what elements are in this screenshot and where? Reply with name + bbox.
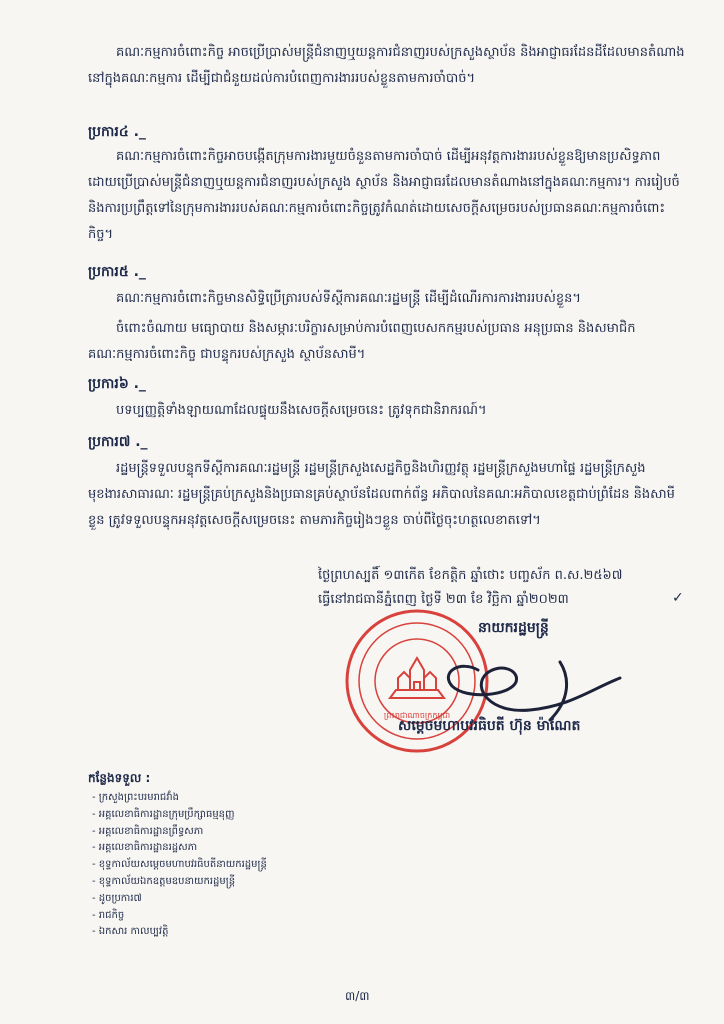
recipient-item: - ឯកសារ កាលប្បវត្តិ	[92, 926, 169, 938]
article-4-heading: ប្រការ៤ ._	[88, 124, 146, 140]
article-5-paragraph-2: ចំពោះចំណាយ មធ្យោបាយ និងសម្ភារៈបរិក្ខារសម្រាប់ការបំពេញបេសកកម្មរបស់ប្រធាន អនុប្រធាន និងសមាជិកគណៈកម្មការចំពោះកិច្ច ជាបន្ទុករបស់ក្រសួង ស្ថាប័នសាមី។	[88, 321, 636, 362]
signature	[420, 630, 640, 730]
intro-paragraph: គណៈកម្មការចំពោះកិច្ច អាចប្រើប្រាស់មន្ត្រីជំនាញឬយន្តការជំនាញរបស់ក្រសួងស្ថាប័ន និងអាជ្ញាធរដែនដីដែលមានតំណាងនៅក្នុងគណៈកម្មការ ដើម្បីជាជំនួយដល់ការបំពេញការងាររបស់ខ្លួនតាមការចាំបាច់។	[88, 45, 685, 86]
recipient-item: - រាជកិច្ច	[92, 909, 125, 921]
recipient-item: - ដូចប្រការ៧	[92, 892, 142, 904]
article-5-heading: ប្រការ៥ ._	[88, 264, 146, 280]
recipients-title: កន្លែងទទួល :	[88, 771, 151, 785]
recipient-item: - អគ្គលេខាធិការដ្ឋានព្រឹទ្ធសភា	[92, 825, 204, 837]
recipient-item: - ក្រសួងព្រះបរមរាជវាំង	[92, 792, 179, 803]
article-6-heading: ប្រការ៦ ._	[88, 376, 146, 392]
recipient-item: - ខុទ្ទកាល័យឯកឧត្តមឧបនាយករដ្ឋមន្ត្រី	[92, 875, 236, 887]
seal-text: ព្រះរាជាណាចក្រកម្ពុជា	[383, 711, 451, 720]
lunar-date: ថ្ងៃព្រហស្បតិ៍ ១៣កើត ខែកត្តិក ឆ្នាំថោះ បញ្ចស័ក ព.ស.២៥៦៧	[318, 568, 623, 583]
article-7-paragraph: រដ្ឋមន្ត្រីទទួលបន្ទុកទីស្តីការគណៈរដ្ឋមន្ត្រី រដ្ឋមន្ត្រីក្រសួងសេដ្ឋកិច្ចនិងហិរញ្ញវត្ថុ រដ្ឋមន្ត្រីក្រសួងមហាផ្ទៃ រដ្ឋមន្ត្រីក្រសួងមុខងារសាធារណៈ រដ្ឋមន្ត្រីគ្រប់ក្រសួងនិងប្រធានគ្រប់ស្ថាប័នដែលពាក់ព័ន្ធ អភិបាលនៃគណៈអភិបាលខេត្តជាប់ព្រំដែន និងសាមីខ្លួន ត្រូវទទួលបន្ទុកអនុវត្តសេចក្តីសម្រេចនេះ តាមភារកិច្ចរៀងៗខ្លួន ចាប់ពីថ្ងៃចុះហត្ថលេខាតទៅ។	[88, 461, 675, 528]
recipients-list	[92, 790, 267, 941]
signer-title: នាយករដ្ឋមន្ត្រី	[478, 620, 549, 636]
article-7-heading: ប្រការ៧ ._	[88, 434, 148, 450]
page-number: ៣/៣	[345, 989, 370, 1003]
recipient-item: - អគ្គលេខាធិការដ្ឋានក្រុមប្រឹក្សាធម្មនុញ្ញ	[92, 808, 235, 820]
place-date: ធ្វើនៅរាជធានីភ្នំពេញ ថ្ងៃទី ២៣ ខែ វិច្ឆិកា ឆ្នាំ២០២៣	[318, 592, 569, 607]
article-5-paragraph-1: គណៈកម្មការចំពោះកិច្ចមានសិទ្ធិប្រើត្រារបស់ទីស្តីការគណៈរដ្ឋមន្ត្រី ដើម្បីដំណើរការការងាររបស់ខ្លួន។	[116, 291, 581, 306]
signer-name: សម្តេចមហាបវរធិបតី ហ៊ុន ម៉ាណែត	[398, 718, 581, 734]
article-6-paragraph: បទប្បញ្ញត្តិទាំងឡាយណាដែលផ្ទុយនឹងសេចក្តីសម្រេចនេះ ត្រូវទុកជានិរាករណ៍។	[116, 403, 487, 418]
recipient-item: - អគ្គលេខាធិការដ្ឋានរដ្ឋសភា	[92, 842, 198, 854]
recipient-item: - ខុទ្ទកាល័យសម្តេចមហាបវរធិបតីនាយករដ្ឋមន្ត្រី	[92, 859, 267, 871]
check-mark-icon: ✓	[672, 590, 684, 606]
article-4-paragraph: គណៈកម្មការចំពោះកិច្ចអាចបង្កើតក្រុមការងារមួយចំនួនតាមការចាំបាច់ ដើម្បីអនុវត្តការងាររបស់ខ្លួនឱ្យមានប្រសិទ្ធភាព ដោយប្រើប្រាស់មន្ត្រីជំនាញឬយន្តការជំនាញរបស់ក្រសួង ស្ថាប័ន និងអាជ្ញាធរដែលមានតំណាងនៅក្នុងគណៈកម្មការ។ ការរៀបចំនិងការប្រព្រឹត្តទៅនៃក្រុមការងាររបស់គណៈកម្មការចំពោះកិច្ចត្រូវកំណត់ដោយសេចក្តីសម្រេចរបស់ប្រធានគណៈកម្មការចំពោះកិច្ច។	[88, 149, 680, 242]
